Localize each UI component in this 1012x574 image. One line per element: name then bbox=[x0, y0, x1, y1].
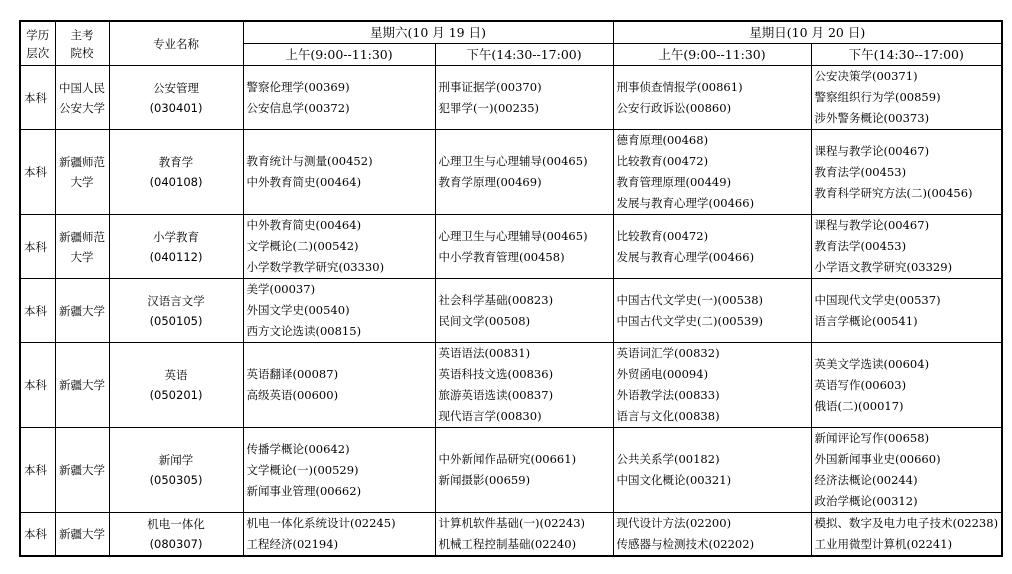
course-item: 公安行政诉讼(00860) bbox=[616, 100, 732, 115]
school-cell bbox=[55, 215, 109, 279]
course-item: 警察伦理学(00369) bbox=[246, 79, 350, 94]
header-school-line: 主考 bbox=[70, 27, 94, 42]
major-line: 教育学 bbox=[158, 155, 194, 169]
course-item: 教育管理原理(00449) bbox=[616, 175, 732, 189]
table-row bbox=[20, 215, 1002, 279]
major-line: (050201) bbox=[149, 388, 203, 402]
sat-am-cell bbox=[243, 130, 435, 215]
level-cell: 本科 bbox=[20, 428, 55, 513]
course-item: 外贸函电(00094) bbox=[616, 367, 709, 381]
header-school-line: 院校 bbox=[70, 45, 94, 60]
course-item: 文学概论(二)(00542) bbox=[246, 239, 359, 253]
school-line: 中国人民 bbox=[59, 80, 105, 95]
school-cell bbox=[55, 428, 109, 513]
sat-am-cell bbox=[243, 279, 435, 343]
sat-pm-cell bbox=[435, 130, 613, 215]
course-item: 民间文学(00508) bbox=[438, 313, 531, 328]
level-cell: 本科 bbox=[20, 279, 55, 343]
sun-pm-cell bbox=[811, 279, 1002, 343]
course-item: 中外新闻作品研究(00661) bbox=[438, 452, 577, 466]
course-item: 犯罪学(一)(00235) bbox=[438, 100, 540, 115]
course-item: 机电一体化系统设计(02245) bbox=[246, 516, 396, 530]
course-item: 模拟、数字及电力电子技术(02238) bbox=[814, 516, 999, 530]
sat-pm-cell bbox=[435, 66, 613, 130]
course-item: 比较教育(00472) bbox=[616, 228, 709, 243]
exam-schedule-table bbox=[19, 20, 1003, 557]
major-line: 公安管理 bbox=[153, 80, 199, 95]
school-cell bbox=[55, 343, 109, 428]
level-cell: 本科 bbox=[20, 130, 55, 215]
major-line: (030401) bbox=[149, 100, 203, 115]
sat-pm-cell bbox=[435, 343, 613, 428]
sat-am-cell bbox=[243, 343, 435, 428]
major-cell bbox=[109, 428, 243, 513]
course-item: 中外教育简史(00464) bbox=[246, 218, 362, 232]
major-line: 小学教育 bbox=[153, 229, 199, 244]
major-cell bbox=[109, 130, 243, 215]
course-item: 警察组织行为学(00859) bbox=[814, 90, 941, 104]
major-line: (050105) bbox=[149, 313, 203, 328]
table-row bbox=[20, 513, 1002, 557]
course-item: 中国文化概论(00321) bbox=[616, 473, 732, 487]
header-major: 专业名称 bbox=[109, 21, 243, 66]
header-sat-pm: 下午(14:30--17:00) bbox=[435, 44, 613, 66]
sun-pm-cell bbox=[811, 66, 1002, 130]
sat-am-cell bbox=[243, 428, 435, 513]
course-item: 英语写作(00603) bbox=[814, 377, 907, 392]
major-cell bbox=[109, 215, 243, 279]
course-item: 心理卫生与心理辅导(00465) bbox=[438, 154, 588, 168]
course-item: 语言与文化(00838) bbox=[616, 409, 720, 423]
course-item: 现代设计方法(02200) bbox=[616, 516, 732, 530]
course-item: 发展与教育心理学(00466) bbox=[616, 196, 755, 210]
course-item: 公安决策学(00371) bbox=[814, 69, 918, 83]
major-line: (040108) bbox=[149, 175, 203, 189]
course-item: 经济法概论(00244) bbox=[814, 473, 918, 487]
course-item: 旅游英语选读(00837) bbox=[438, 388, 554, 402]
school-line: 大学 bbox=[70, 175, 94, 189]
header-level-line: 学历 bbox=[26, 27, 50, 42]
course-item: 外国新闻事业史(00660) bbox=[814, 452, 941, 466]
school-line: 新疆大学 bbox=[59, 378, 105, 392]
table-row bbox=[20, 279, 1002, 343]
sat-pm-cell bbox=[435, 279, 613, 343]
course-item: 计算机软件基础(一)(02243) bbox=[438, 516, 586, 530]
sun-am-cell bbox=[613, 343, 811, 428]
sun-am-cell bbox=[613, 130, 811, 215]
course-item: 刑事侦查情报学(00861) bbox=[616, 79, 743, 94]
course-item: 英语语法(00831) bbox=[438, 346, 531, 360]
course-item: 政治学概论(00312) bbox=[814, 494, 918, 508]
level-cell: 本科 bbox=[20, 513, 55, 557]
major-line: 新闻学 bbox=[158, 453, 194, 467]
table-row bbox=[20, 130, 1002, 215]
school-line: 新疆师范 bbox=[59, 229, 105, 244]
school-line: 公安大学 bbox=[59, 100, 105, 115]
school-cell bbox=[55, 513, 109, 557]
course-item: 工程经济(02194) bbox=[246, 537, 339, 551]
course-item: 心理卫生与心理辅导(00465) bbox=[438, 228, 588, 243]
sun-pm-cell bbox=[811, 428, 1002, 513]
course-item: 新闻事业管理(00662) bbox=[246, 483, 362, 498]
course-item: 教育法学(00453) bbox=[814, 239, 907, 253]
course-item: 传感器与检测技术(02202) bbox=[616, 537, 755, 551]
sun-am-cell bbox=[613, 428, 811, 513]
course-item: 现代语言学(00830) bbox=[438, 409, 542, 423]
major-cell bbox=[109, 343, 243, 428]
course-item: 外国文学史(00540) bbox=[246, 303, 350, 317]
course-item: 社会科学基础(00823) bbox=[438, 292, 554, 307]
school-line: 新疆大学 bbox=[59, 527, 105, 541]
header-sunday: 星期日(10 月 20 日) bbox=[613, 21, 1002, 44]
level-cell: 本科 bbox=[20, 215, 55, 279]
table-row bbox=[20, 66, 1002, 130]
course-item: 中国现代文学史(00537) bbox=[814, 292, 941, 307]
major-line: 英语 bbox=[164, 368, 188, 382]
sat-am-cell bbox=[243, 513, 435, 557]
major-line: (080307) bbox=[149, 537, 203, 551]
course-item: 高级英语(00600) bbox=[246, 388, 339, 402]
header-level-line: 层次 bbox=[26, 45, 50, 60]
course-item: 文学概论(一)(00529) bbox=[246, 462, 359, 477]
major-cell bbox=[109, 513, 243, 557]
course-item: 俄语(二)(00017) bbox=[814, 398, 904, 413]
course-item: 语言学概论(00541) bbox=[814, 313, 918, 328]
header-row-days bbox=[20, 21, 1002, 44]
course-item: 中外教育简史(00464) bbox=[246, 175, 362, 189]
sun-pm-cell bbox=[811, 343, 1002, 428]
course-item: 教育科学研究方法(二)(00456) bbox=[814, 185, 973, 200]
course-item: 工业用微型计算机(02241) bbox=[814, 537, 953, 551]
sun-pm-cell bbox=[811, 513, 1002, 557]
course-item: 外语教学法(00833) bbox=[616, 388, 720, 402]
sat-am-cell bbox=[243, 66, 435, 130]
sun-pm-cell bbox=[811, 215, 1002, 279]
major-cell bbox=[109, 66, 243, 130]
sun-am-cell bbox=[613, 279, 811, 343]
course-item: 小学语文教学研究(03329) bbox=[814, 260, 953, 274]
course-item: 比较教育(00472) bbox=[616, 154, 709, 168]
header-saturday: 星期六(10 月 19 日) bbox=[243, 21, 613, 44]
table-row bbox=[20, 428, 1002, 513]
course-item: 刑事证据学(00370) bbox=[438, 79, 542, 94]
course-item: 西方文论选读(00815) bbox=[246, 324, 362, 338]
course-item: 中小学教育管理(00458) bbox=[438, 249, 565, 264]
header-sat-am: 上午(9:00--11:30) bbox=[243, 44, 435, 66]
sat-am-cell bbox=[243, 215, 435, 279]
school-line: 新疆师范 bbox=[59, 155, 105, 169]
course-item: 课程与教学论(00467) bbox=[814, 143, 930, 158]
school-line: 大学 bbox=[70, 249, 94, 264]
school-cell bbox=[55, 130, 109, 215]
level-cell: 本科 bbox=[20, 66, 55, 130]
course-item: 公共关系学(00182) bbox=[616, 452, 720, 466]
header-sun-pm: 下午(14:30--17:00) bbox=[811, 44, 1002, 66]
schedule-body bbox=[20, 66, 1002, 557]
major-line: (040112) bbox=[149, 249, 203, 264]
table-row bbox=[20, 343, 1002, 428]
course-item: 英语词汇学(00832) bbox=[616, 346, 720, 360]
course-item: 英语科技文选(00836) bbox=[438, 367, 554, 381]
course-item: 英语翻译(00087) bbox=[246, 367, 339, 381]
course-item: 中国古代文学史(二)(00539) bbox=[616, 313, 764, 328]
course-item: 新闻评论写作(00658) bbox=[814, 431, 930, 445]
major-cell bbox=[109, 279, 243, 343]
course-item: 课程与教学论(00467) bbox=[814, 218, 930, 232]
course-item: 教育法学(00453) bbox=[814, 164, 907, 179]
course-item: 英美文学选读(00604) bbox=[814, 356, 930, 371]
school-line: 新疆大学 bbox=[59, 303, 105, 318]
major-line: 机电一体化 bbox=[147, 517, 205, 531]
major-line: (050305) bbox=[149, 473, 203, 487]
course-item: 中国古代文学史(一)(00538) bbox=[616, 292, 764, 307]
school-cell bbox=[55, 66, 109, 130]
course-item: 德育原理(00468) bbox=[616, 133, 709, 147]
course-item: 发展与教育心理学(00466) bbox=[616, 249, 755, 264]
course-item: 机械工程控制基础(02240) bbox=[438, 537, 577, 551]
course-item: 教育学原理(00469) bbox=[438, 175, 542, 189]
sat-pm-cell bbox=[435, 513, 613, 557]
level-cell: 本科 bbox=[20, 343, 55, 428]
course-item: 新闻摄影(00659) bbox=[438, 473, 531, 487]
sun-am-cell bbox=[613, 513, 811, 557]
header-school bbox=[55, 21, 109, 66]
course-item: 小学数学教学研究(03330) bbox=[246, 260, 385, 274]
course-item: 美学(00037) bbox=[246, 282, 316, 296]
header-level bbox=[20, 21, 55, 66]
sat-pm-cell bbox=[435, 215, 613, 279]
sun-am-cell bbox=[613, 215, 811, 279]
course-item: 涉外警务概论(00373) bbox=[814, 111, 930, 125]
school-cell bbox=[55, 279, 109, 343]
sun-pm-cell bbox=[811, 130, 1002, 215]
sun-am-cell bbox=[613, 66, 811, 130]
course-item: 公安信息学(00372) bbox=[246, 100, 350, 115]
header-sun-am: 上午(9:00--11:30) bbox=[613, 44, 811, 66]
major-line: 汉语言文学 bbox=[147, 293, 205, 308]
sat-pm-cell bbox=[435, 428, 613, 513]
course-item: 教育统计与测量(00452) bbox=[246, 154, 373, 168]
course-item: 传播学概论(00642) bbox=[246, 441, 350, 456]
school-line: 新疆大学 bbox=[59, 463, 105, 477]
